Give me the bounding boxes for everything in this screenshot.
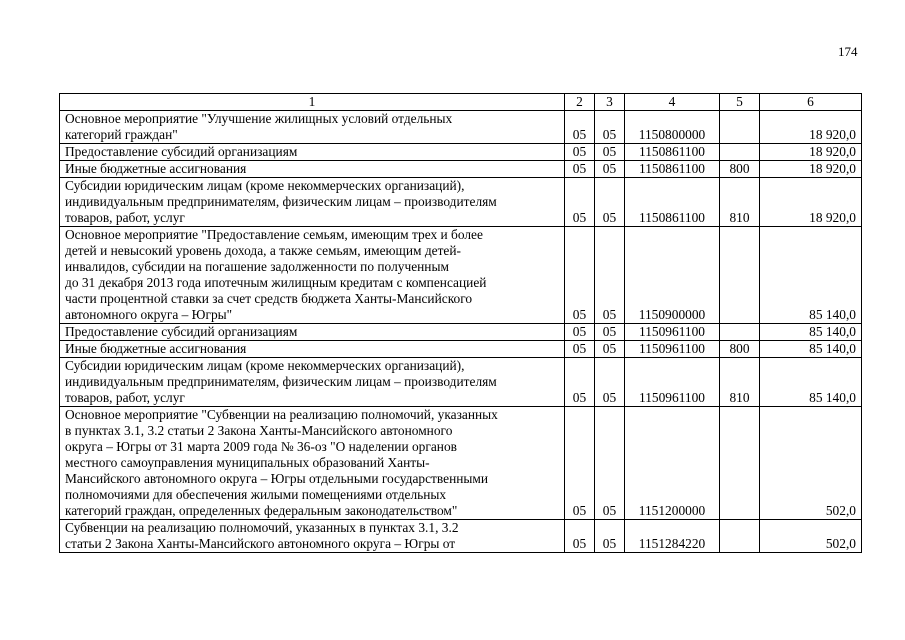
row-name-cell: Субвенции на реализацию полномочий, указанных в пунктах 3.1, 3.2 статьи 2 Закона Ханты-Мансийского автономного округа – Югры от bbox=[60, 520, 565, 553]
table-row bbox=[60, 324, 862, 341]
row-subsection-cell: 05 bbox=[595, 358, 625, 407]
row-name-cell: Иные бюджетные ассигнования bbox=[60, 341, 565, 358]
row-target-article-cell: 1150961100 bbox=[625, 341, 720, 358]
table-row bbox=[60, 407, 862, 520]
row-subsection-cell: 05 bbox=[595, 178, 625, 227]
row-amount-cell: 85 140,0 bbox=[760, 341, 862, 358]
row-expense-type-cell bbox=[720, 144, 760, 161]
row-expense-type-cell: 800 bbox=[720, 161, 760, 178]
row-subsection-cell: 05 bbox=[595, 520, 625, 553]
row-expense-type-cell bbox=[720, 324, 760, 341]
row-section-cell: 05 bbox=[565, 111, 595, 144]
row-amount-cell: 18 920,0 bbox=[760, 111, 862, 144]
row-name-cell: Предоставление субсидий организациям bbox=[60, 144, 565, 161]
row-amount-cell: 18 920,0 bbox=[760, 161, 862, 178]
row-name-cell: Предоставление субсидий организациям bbox=[60, 324, 565, 341]
row-subsection-cell: 05 bbox=[595, 161, 625, 178]
row-target-article-cell: 1151284220 bbox=[625, 520, 720, 553]
row-target-article-cell: 1150861100 bbox=[625, 144, 720, 161]
table-row bbox=[60, 227, 862, 324]
row-name-cell: Основное мероприятие "Улучшение жилищных условий отдельных категорий граждан" bbox=[60, 111, 565, 144]
row-section-cell: 05 bbox=[565, 358, 595, 407]
row-subsection-cell: 05 bbox=[595, 324, 625, 341]
row-expense-type-cell: 810 bbox=[720, 358, 760, 407]
row-amount-cell: 18 920,0 bbox=[760, 144, 862, 161]
row-section-cell: 05 bbox=[565, 227, 595, 324]
row-name-cell: Субсидии юридическим лицам (кроме некоммерческих организаций), индивидуальным предпринимателям, физическим лицам – производителям товаров, работ, услуг bbox=[60, 358, 565, 407]
row-name-cell: Основное мероприятие "Субвенции на реализацию полномочий, указанных в пунктах 3.1, 3.2 статьи 2 Закона Ханты-Мансийского автономного округа – Югры от 31 марта 2009 года № 36-оз "О наделении органов местного самоуправления муниципальных образований Ханты- Мансийского автономного округа – Югры отдельными государственными полномочиями для обеспечения жилыми помещениями отдельных категорий граждан, определенных федеральным законодательством" bbox=[60, 407, 565, 520]
column-header-4: 4 bbox=[625, 94, 720, 111]
row-target-article-cell: 1150861100 bbox=[625, 161, 720, 178]
row-expense-type-cell: 800 bbox=[720, 341, 760, 358]
row-section-cell: 05 bbox=[565, 520, 595, 553]
row-expense-type-cell bbox=[720, 407, 760, 520]
row-expense-type-cell bbox=[720, 520, 760, 553]
row-section-cell: 05 bbox=[565, 144, 595, 161]
table-row bbox=[60, 111, 862, 144]
row-subsection-cell: 05 bbox=[595, 227, 625, 324]
row-expense-type-cell bbox=[720, 227, 760, 324]
table-row bbox=[60, 161, 862, 178]
budget-table bbox=[59, 93, 862, 553]
row-expense-type-cell: 810 bbox=[720, 178, 760, 227]
column-header-3: 3 bbox=[595, 94, 625, 111]
row-name-cell: Основное мероприятие "Предоставление семьям, имеющим трех и более детей и невысокий уровень дохода, а также семьям, имеющим детей- инвалидов, субсидии на погашение задолженности по полученным до 31 декабря 2013 года ипотечным жилищным кредитам с компенсацией части процентной ставки за счет средств бюджета Ханты-Мансийского автономного округа – Югры" bbox=[60, 227, 565, 324]
row-amount-cell: 502,0 bbox=[760, 520, 862, 553]
row-amount-cell: 85 140,0 bbox=[760, 227, 862, 324]
row-subsection-cell: 05 bbox=[595, 407, 625, 520]
row-name-cell: Субсидии юридическим лицам (кроме некоммерческих организаций), индивидуальным предпринимателям, физическим лицам – производителям товаров, работ, услуг bbox=[60, 178, 565, 227]
row-amount-cell: 85 140,0 bbox=[760, 358, 862, 407]
row-target-article-cell: 1150961100 bbox=[625, 358, 720, 407]
row-amount-cell: 18 920,0 bbox=[760, 178, 862, 227]
column-header-5: 5 bbox=[720, 94, 760, 111]
table-row bbox=[60, 178, 862, 227]
row-target-article-cell: 1150900000 bbox=[625, 227, 720, 324]
row-section-cell: 05 bbox=[565, 341, 595, 358]
row-amount-cell: 502,0 bbox=[760, 407, 862, 520]
row-expense-type-cell bbox=[720, 111, 760, 144]
column-header-6: 6 bbox=[760, 94, 862, 111]
row-subsection-cell: 05 bbox=[595, 111, 625, 144]
row-section-cell: 05 bbox=[565, 324, 595, 341]
row-section-cell: 05 bbox=[565, 178, 595, 227]
table-header-row bbox=[60, 94, 862, 111]
table-row bbox=[60, 341, 862, 358]
row-name-cell: Иные бюджетные ассигнования bbox=[60, 161, 565, 178]
table-row bbox=[60, 358, 862, 407]
table-row bbox=[60, 144, 862, 161]
column-header-2: 2 bbox=[565, 94, 595, 111]
row-subsection-cell: 05 bbox=[595, 341, 625, 358]
row-amount-cell: 85 140,0 bbox=[760, 324, 862, 341]
page-number: 174 bbox=[838, 44, 858, 59]
row-target-article-cell: 1151200000 bbox=[625, 407, 720, 520]
row-target-article-cell: 1150800000 bbox=[625, 111, 720, 144]
row-target-article-cell: 1150961100 bbox=[625, 324, 720, 341]
table-row bbox=[60, 520, 862, 553]
row-subsection-cell: 05 bbox=[595, 144, 625, 161]
column-header-1: 1 bbox=[60, 94, 565, 111]
row-section-cell: 05 bbox=[565, 161, 595, 178]
row-target-article-cell: 1150861100 bbox=[625, 178, 720, 227]
row-section-cell: 05 bbox=[565, 407, 595, 520]
